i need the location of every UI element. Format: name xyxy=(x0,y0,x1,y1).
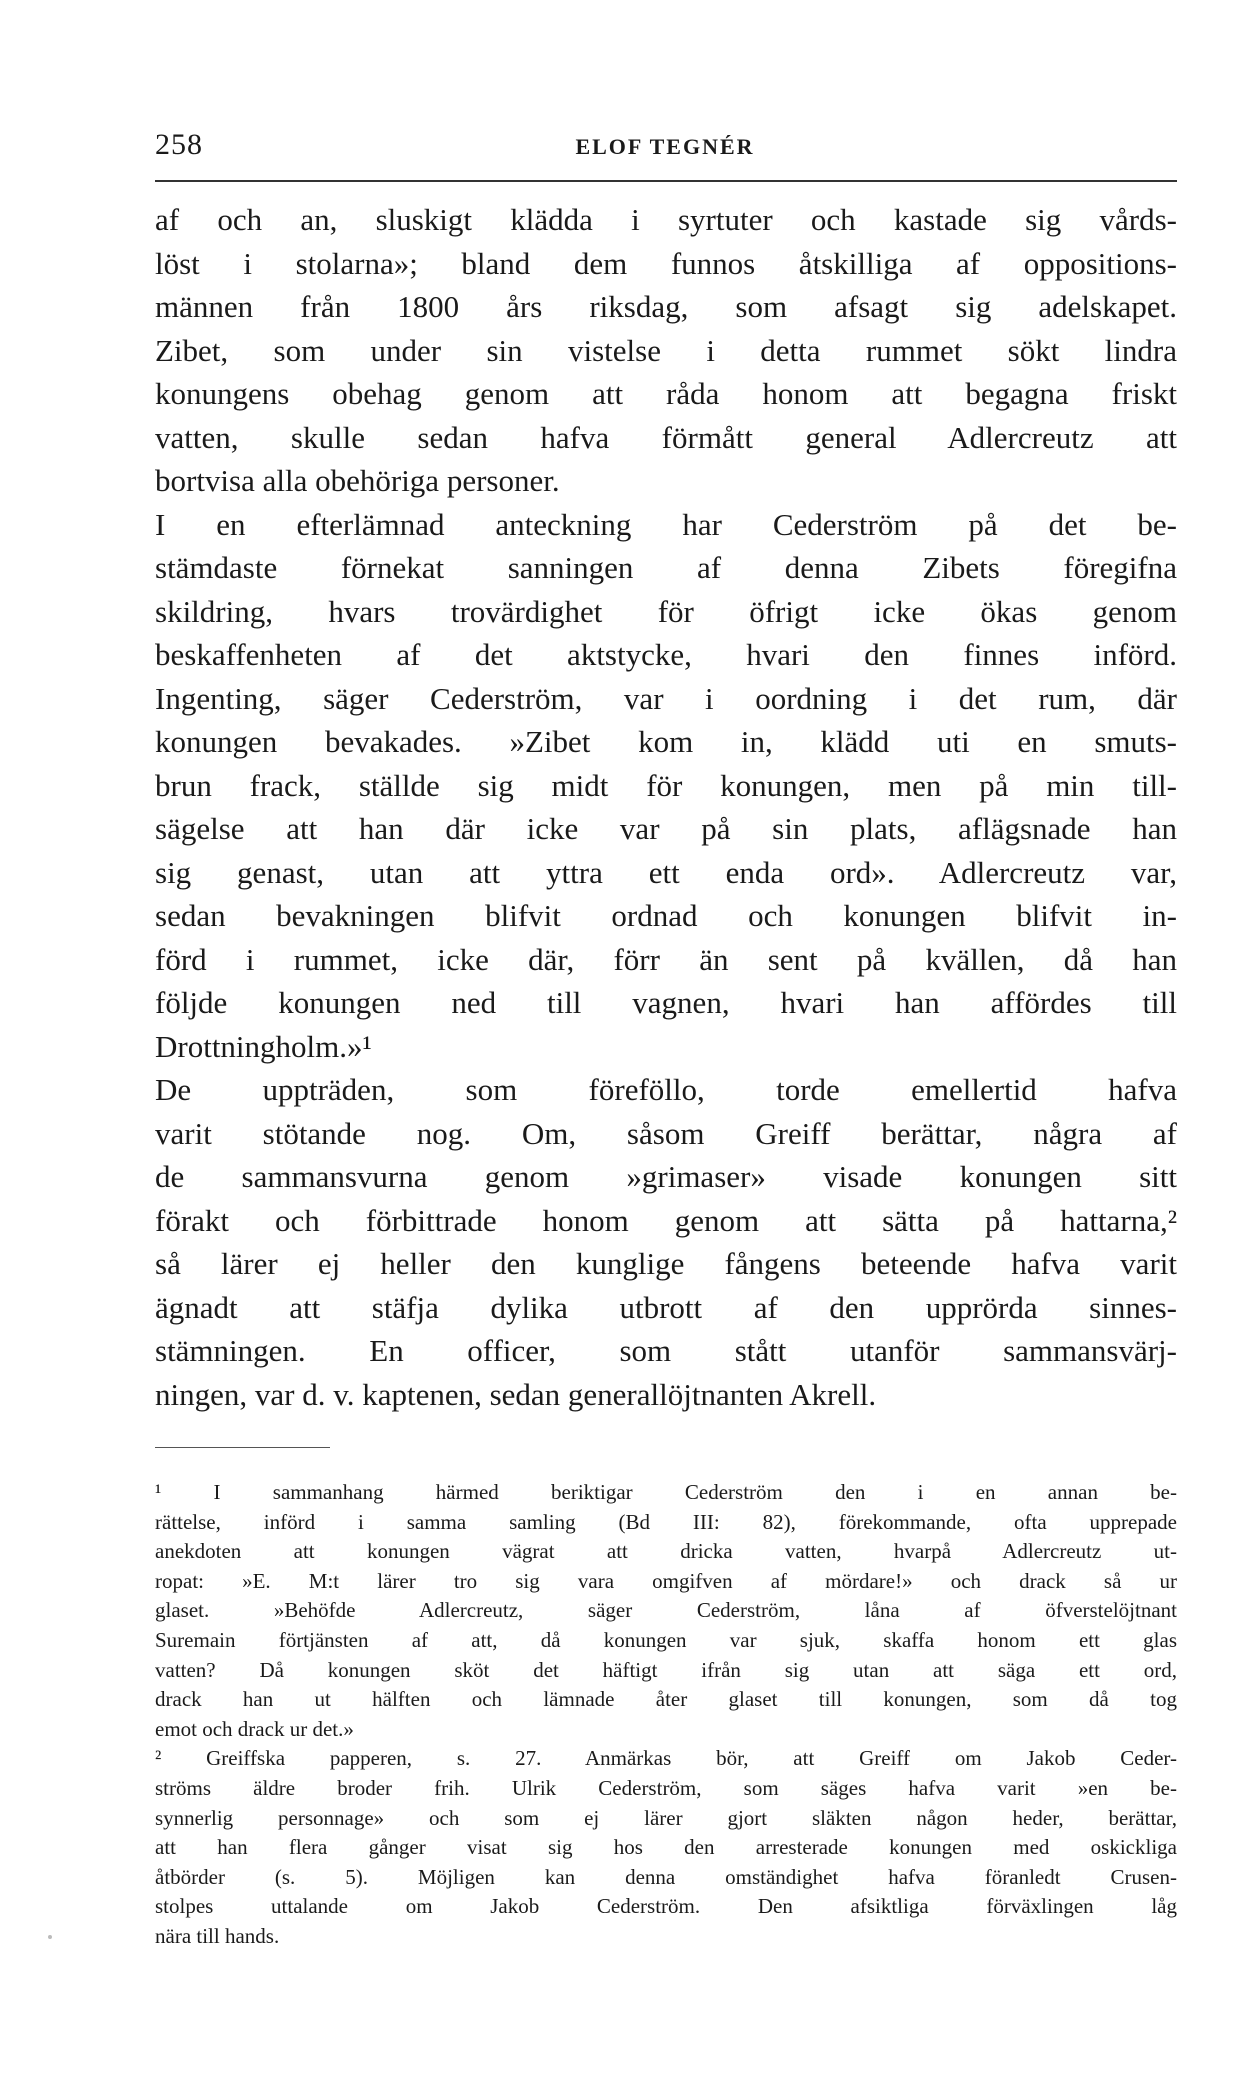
text-line: männen från 1800 års riksdag, som afsagt sig adelskapet. xyxy=(155,289,1177,324)
footnotes xyxy=(155,1478,1177,1952)
scan-speck xyxy=(48,1935,52,1939)
footnote-line: glaset. »Behöfde Adlercreutz, säger Cederström, låna af öfverstelöjtnant xyxy=(155,1598,1177,1623)
footnote-line: ströms äldre broder frih. Ulrik Cederström, som säges hafva varit »en be- xyxy=(155,1775,1177,1800)
footnote-line: att han flera gånger visat sig hos den arresterade konungen med oskickliga xyxy=(155,1835,1177,1860)
footnote-line: Suremain förtjänsten af att, då konungen var sjuk, skaffa honom ett glas xyxy=(155,1627,1177,1652)
footnote-line: ropat: »E. M:t lärer tro sig vara omgifven af mördare!» och drack så ur xyxy=(155,1568,1177,1593)
text-line: beskaffenheten af det aktstycke, hvari den finnes införd. xyxy=(155,637,1177,672)
body-text xyxy=(155,198,1177,1416)
footnote-line: rättelse, införd i samma samling (Bd III: 82), förekommande, ofta upprepade xyxy=(155,1509,1177,1534)
text-line: sedan bevakningen blifvit ordnad och konungen blifvit in- xyxy=(155,898,1177,933)
page-header xyxy=(155,128,1175,168)
text-line: De uppträden, som föreföllo, torde emellertid hafva xyxy=(155,1072,1177,1107)
text-line: bortvisa alla obehöriga personer. xyxy=(155,463,560,498)
footnote-line: emot och drack ur det.» xyxy=(155,1716,354,1741)
text-line: I en efterlämnad anteckning har Cederström på det be- xyxy=(155,506,1177,542)
text-line: Zibet, som under sin vistelse i detta rummet sökt lindra xyxy=(155,332,1177,368)
footnote-line: anekdoten att konungen vägrat att dricka vatten, hvarpå Adlercreutz ut- xyxy=(155,1539,1177,1564)
text-line: så lärer ej heller den kunglige fångens beteende hafva varit xyxy=(155,1246,1177,1281)
footnote-line: åtbörder (s. 5). Möjligen kan denna omständighet hafva föranledt Crusen- xyxy=(155,1864,1177,1889)
footnote-line: synnerlig personnage» och som ej lärer gjort släkten någon heder, berättar, xyxy=(155,1805,1177,1830)
text-line: stämningen. En officer, som stått utanför sammansvärj- xyxy=(155,1333,1177,1368)
text-line: brun frack, ställde sig midt för konungen, men på min till- xyxy=(155,767,1177,803)
footnote-line: vatten? Då konungen sköt det häftigt ifrån sig utan att säga ett ord, xyxy=(155,1657,1177,1682)
footnote-line: ¹ I sammanhang härmed beriktigar Cederström den i en annan be- xyxy=(155,1480,1177,1504)
text-line: ägnadt att stäfja dylika utbrott af den upprörda sinnes- xyxy=(155,1289,1177,1325)
text-line: varit stötande nog. Om, såsom Greiff berättar, några af xyxy=(155,1115,1177,1151)
text-line: skildring, hvars trovärdighet för öfrigt icke ökas genom xyxy=(155,593,1177,629)
text-line: af och an, sluskigt klädda i syrtuter och kastade sig vårds- xyxy=(155,202,1177,237)
text-line: Drottningholm.»¹ xyxy=(155,1028,372,1064)
footnote-rule xyxy=(155,1447,330,1448)
text-line: vatten, skulle sedan hafva förmått general Adlercreutz att xyxy=(155,419,1177,455)
footnote-line: drack han ut hälften och lämnade åter glaset till konungen, som då tog xyxy=(155,1687,1177,1712)
text-line: stämdaste förnekat sanningen af denna Zibets föregifna xyxy=(155,550,1177,585)
text-line: löst i stolarna»; bland dem funnos åtskilliga af oppositions- xyxy=(155,245,1177,281)
footnote-line: stolpes uttalande om Jakob Cederström. Den afsiktliga förväxlingen låg xyxy=(155,1894,1177,1919)
running-head: ELOF TEGNÉR xyxy=(575,134,755,159)
text-line: sig genast, utan att yttra ett enda ord». Adlercreutz var, xyxy=(155,854,1177,890)
text-line: förd i rummet, icke där, förr än sent på kvällen, då han xyxy=(155,941,1177,977)
footnote-line: nära till hands. xyxy=(155,1923,280,1948)
header-rule xyxy=(155,180,1177,182)
page-number: 258 xyxy=(155,128,203,161)
footnote-line: ² Greiffska papperen, s. 27. Anmärkas bör, att Greiff om Jakob Ceder- xyxy=(155,1746,1177,1771)
text-line: följde konungen ned till vagnen, hvari han affördes till xyxy=(155,985,1177,1020)
text-line: konungens obehag genom att råda honom att begagna friskt xyxy=(155,376,1177,411)
text-line: de sammansvurna genom »grimaser» visade konungen sitt xyxy=(155,1159,1177,1194)
text-line: sägelse att han där icke var på sin plats, aflägsnade han xyxy=(155,811,1177,846)
text-line: konungen bevakades. »Zibet kom in, klädd uti en smuts- xyxy=(155,724,1177,759)
text-line: ningen, var d. v. kaptenen, sedan generallöjtnanten Akrell. xyxy=(155,1376,877,1412)
text-line: förakt och förbittrade honom genom att sätta på hattarna,² xyxy=(155,1202,1177,1238)
text-line: Ingenting, säger Cederström, var i oordning i det rum, där xyxy=(155,680,1177,716)
